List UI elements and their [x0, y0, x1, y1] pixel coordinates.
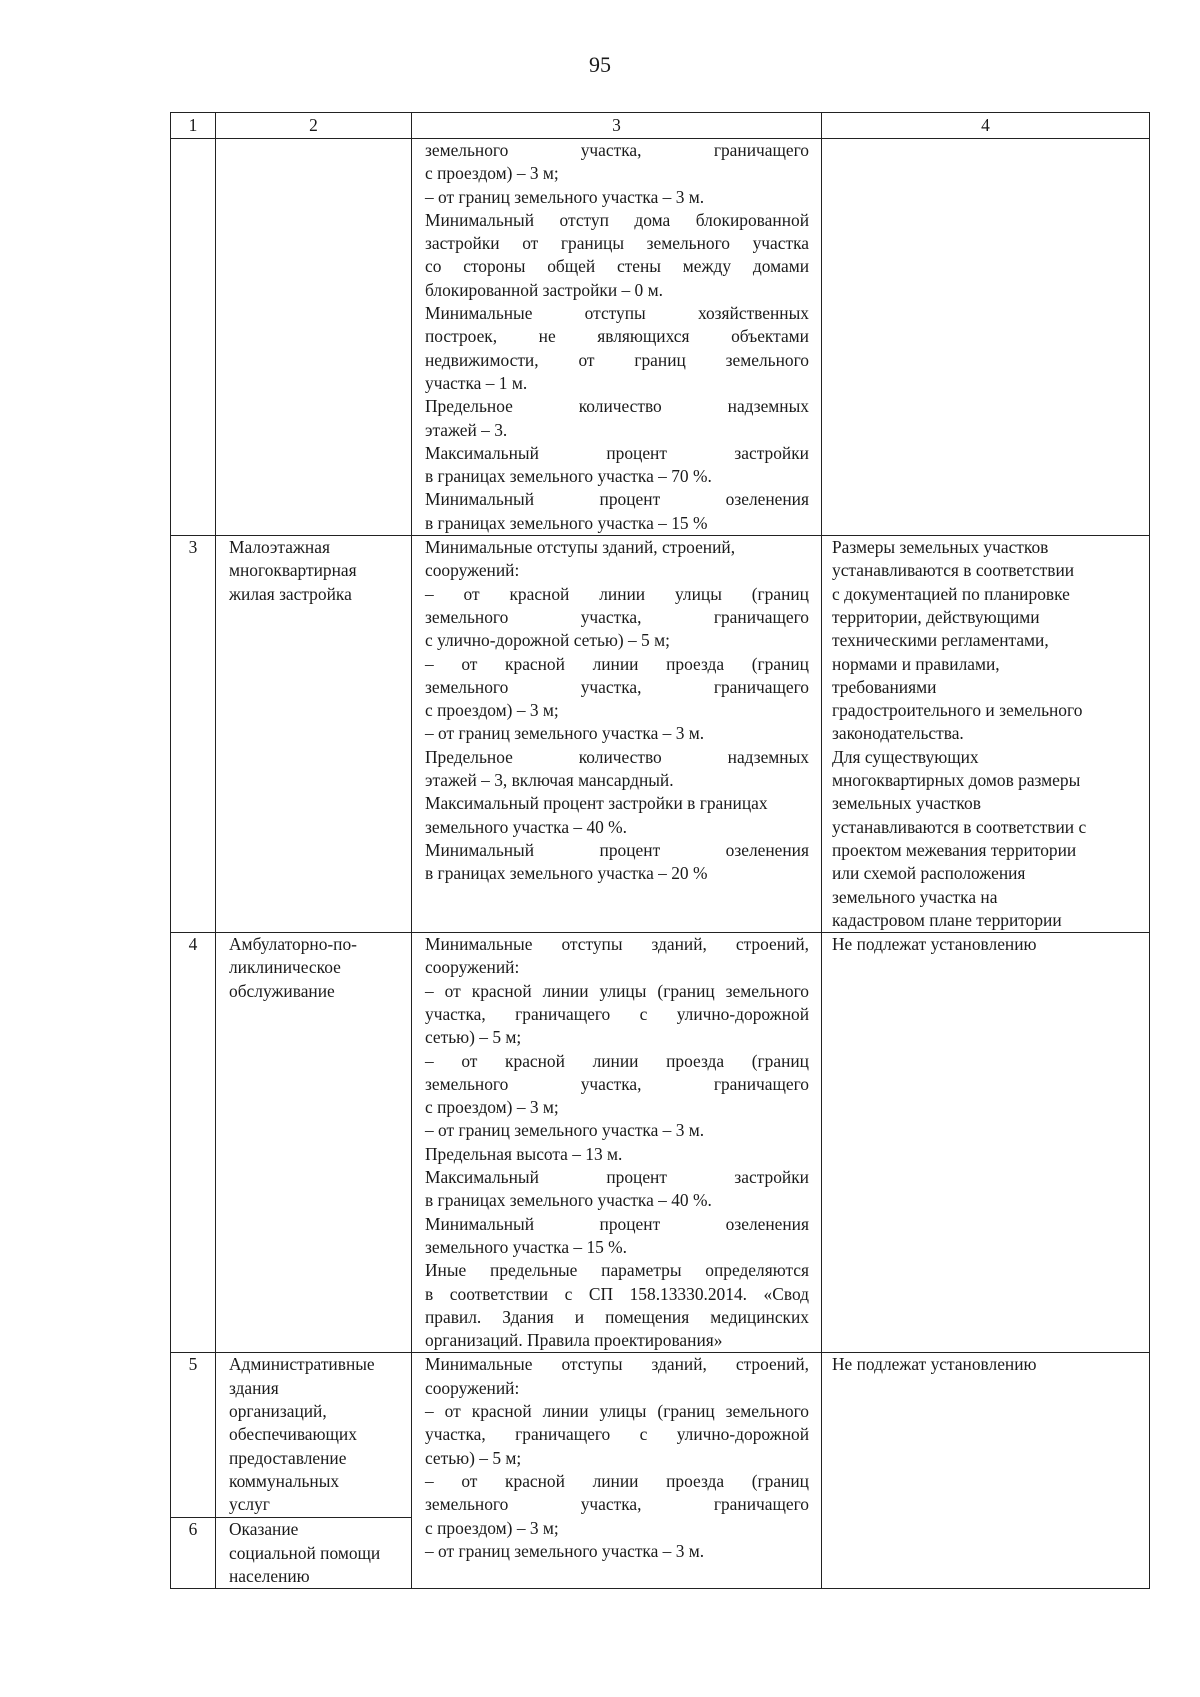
text-line: с проездом) – 3 м;: [425, 163, 559, 184]
text-line: земельного участка – 15 %.: [425, 1236, 628, 1257]
zone-name-cell: [216, 933, 412, 1353]
text-line: с проездом) – 3 м;: [425, 700, 559, 721]
text-line: населению: [229, 1566, 310, 1587]
text-line: Не подлежат установлению: [832, 1354, 1037, 1375]
text-line: со стороны общей стены между домами: [425, 256, 809, 277]
text-line: – от границ земельного участка – 3 м.: [425, 723, 705, 744]
table-row: [171, 1353, 1150, 1518]
row-number-cell: 5: [171, 1353, 216, 1518]
text-line: земельного участка – 40 %.: [425, 816, 628, 837]
text-line: Предельная высота – 13 м.: [425, 1143, 623, 1164]
text-line: – от красной линии проезда (границ: [425, 1470, 809, 1491]
table-row-continued: [171, 139, 1150, 536]
text-line: в границах земельного участка – 15 %: [425, 512, 708, 533]
text-line: Минимальный процент озеленения: [425, 489, 809, 510]
text-line: Размеры земельных участков: [832, 537, 1049, 558]
header-cell: 2: [216, 113, 412, 139]
text-line: построек, не являющихся объектами: [425, 326, 809, 347]
text-line: в границах земельного участка – 40 %.: [425, 1190, 712, 1211]
text-line: градостроительного и земельного: [832, 700, 1083, 721]
text-line: Иные предельные параметры определяются: [425, 1260, 809, 1281]
text-line: этажей – 3, включая мансардный.: [425, 770, 674, 791]
text-line: территории, действующими: [832, 606, 1040, 627]
text-line: Предельное количество надземных: [425, 746, 809, 767]
text-line: земельного участка, граничащего: [425, 676, 809, 697]
text-line: правил. Здания и помещения медицинских: [425, 1306, 809, 1327]
zone-name-cell: [216, 1518, 412, 1589]
row-number-cell: 4: [171, 933, 216, 1353]
plot-size-cell: [822, 1353, 1150, 1589]
text-line: Максимальный процент застройки: [425, 442, 809, 463]
header-cell: 4: [822, 113, 1150, 139]
text-line: блокированной застройки – 0 м.: [425, 279, 663, 300]
text-line: Оказание: [229, 1519, 299, 1540]
text-line: в соответствии с СП 158.13330.2014. «Свод: [425, 1283, 809, 1304]
text-line: Минимальный отступ дома блокированной: [425, 209, 809, 230]
text-line: с проездом) – 3 м;: [425, 1517, 559, 1538]
parameters-cell: [412, 933, 822, 1353]
row-number-cell: 6: [171, 1518, 216, 1589]
text-line: нормами и правилами,: [832, 653, 1000, 674]
plot-size-cell: [822, 139, 1150, 536]
text-line: или схемой расположения: [832, 863, 1026, 884]
text-line: сетью) – 5 м;: [425, 1447, 522, 1468]
text-line: недвижимости, от границ земельного: [425, 349, 809, 370]
text-line: законодательства.: [832, 723, 964, 744]
text-line: – от красной линии улицы (границ земельного: [425, 1401, 809, 1422]
text-line: организаций,: [229, 1401, 327, 1422]
text-line: Минимальные отступы зданий, строений,: [425, 1354, 809, 1375]
text-line: земельного участка, граничащего: [425, 140, 809, 160]
text-line: с документацией по планировке: [832, 583, 1070, 604]
table-row: [171, 933, 1150, 1353]
text-line: Не подлежат установлению: [832, 934, 1037, 955]
text-line: земельных участков: [832, 793, 981, 814]
text-line: здания: [229, 1377, 279, 1398]
text-line: Малоэтажная: [229, 537, 330, 558]
text-line: в границах земельного участка – 70 %.: [425, 466, 712, 487]
parameters-cell: [412, 1353, 822, 1589]
text-line: обеспечивающих: [229, 1424, 357, 1445]
text-line: Амбулаторно-по-: [229, 934, 357, 955]
text-line: предоставление: [229, 1447, 347, 1468]
text-line: этажей – 3.: [425, 419, 508, 440]
text-line: техническими регламентами,: [832, 630, 1049, 651]
text-line: Максимальный процент застройки: [425, 1167, 809, 1188]
text-line: ликлиническое: [229, 957, 341, 978]
text-line: – от границ земельного участка – 3 м.: [425, 186, 705, 207]
text-line: участка, граничащего с улично-дорожной: [425, 1424, 809, 1445]
text-line: кадастровом плане территории: [832, 909, 1062, 930]
text-line: проектом межевания территории: [832, 839, 1077, 860]
text-line: – от границ земельного участка – 3 м.: [425, 1120, 705, 1141]
text-line: земельного участка на: [832, 886, 998, 907]
text-line: социальной помощи: [229, 1542, 381, 1563]
text-line: коммунальных: [229, 1470, 340, 1491]
text-line: с проездом) – 3 м;: [425, 1097, 559, 1118]
text-line: Минимальные отступы зданий, строений,: [425, 934, 809, 955]
text-line: земельного участка, граничащего: [425, 1073, 809, 1094]
text-line: устанавливаются в соответствии с: [832, 816, 1087, 837]
text-line: с улично-дорожной сетью) – 5 м;: [425, 630, 670, 651]
text-line: – от красной линии улицы (границ: [425, 583, 809, 604]
text-line: Минимальные отступы хозяйственных: [425, 303, 809, 324]
text-line: многоквартирная: [229, 560, 357, 581]
zone-name-cell: [216, 1353, 412, 1518]
regulations-table: [170, 112, 1150, 1589]
header-cell: 1: [171, 113, 216, 139]
plot-size-cell: [822, 536, 1150, 933]
parameters-cell: [412, 139, 822, 536]
text-line: сооружений:: [425, 560, 520, 581]
text-line: сооружений:: [425, 1377, 520, 1398]
header-cell: 3: [412, 113, 822, 139]
text-line: обслуживание: [229, 980, 335, 1001]
text-line: участка, граничащего с улично-дорожной: [425, 1003, 809, 1024]
text-line: в границах земельного участка – 20 %: [425, 863, 708, 884]
text-line: Минимальный процент озеленения: [425, 839, 809, 860]
plot-size-cell: [822, 933, 1150, 1353]
page-number: 95: [589, 52, 611, 77]
table-row: [171, 536, 1150, 933]
table-header-row: [171, 113, 1150, 139]
text-line: участка – 1 м.: [425, 372, 528, 393]
text-line: услуг: [229, 1494, 270, 1515]
row-number-cell: 3: [171, 536, 216, 933]
text-line: застройки от границы земельного участка: [425, 233, 809, 254]
text-line: сетью) – 5 м;: [425, 1027, 522, 1048]
text-line: – от границ земельного участка – 3 м.: [425, 1540, 705, 1561]
text-line: организаций. Правила проектирования»: [425, 1330, 723, 1351]
text-line: жилая застройка: [229, 583, 352, 604]
parameters-cell: [412, 536, 822, 933]
zone-name-cell: [216, 139, 412, 536]
text-line: устанавливаются в соответствии: [832, 560, 1075, 581]
row-number-cell: [171, 139, 216, 536]
zone-name-cell: [216, 536, 412, 933]
text-line: Предельное количество надземных: [425, 396, 809, 417]
text-line: многоквартирных домов размеры: [832, 770, 1081, 791]
text-line: Минимальные отступы зданий, строений,: [425, 537, 736, 558]
text-line: сооружений:: [425, 957, 520, 978]
text-line: – от красной линии проезда (границ: [425, 653, 809, 674]
text-line: – от красной линии улицы (границ земельного: [425, 980, 809, 1001]
text-line: Минимальный процент озеленения: [425, 1213, 809, 1234]
text-line: требованиями: [832, 676, 937, 697]
text-line: – от красной линии проезда (границ: [425, 1050, 809, 1071]
text-line: Административные: [229, 1354, 375, 1375]
text-line: земельного участка, граничащего: [425, 606, 809, 627]
text-line: земельного участка, граничащего: [425, 1494, 809, 1515]
text-line: Максимальный процент застройки в границах: [425, 793, 768, 814]
text-line: Для существующих: [832, 746, 979, 767]
